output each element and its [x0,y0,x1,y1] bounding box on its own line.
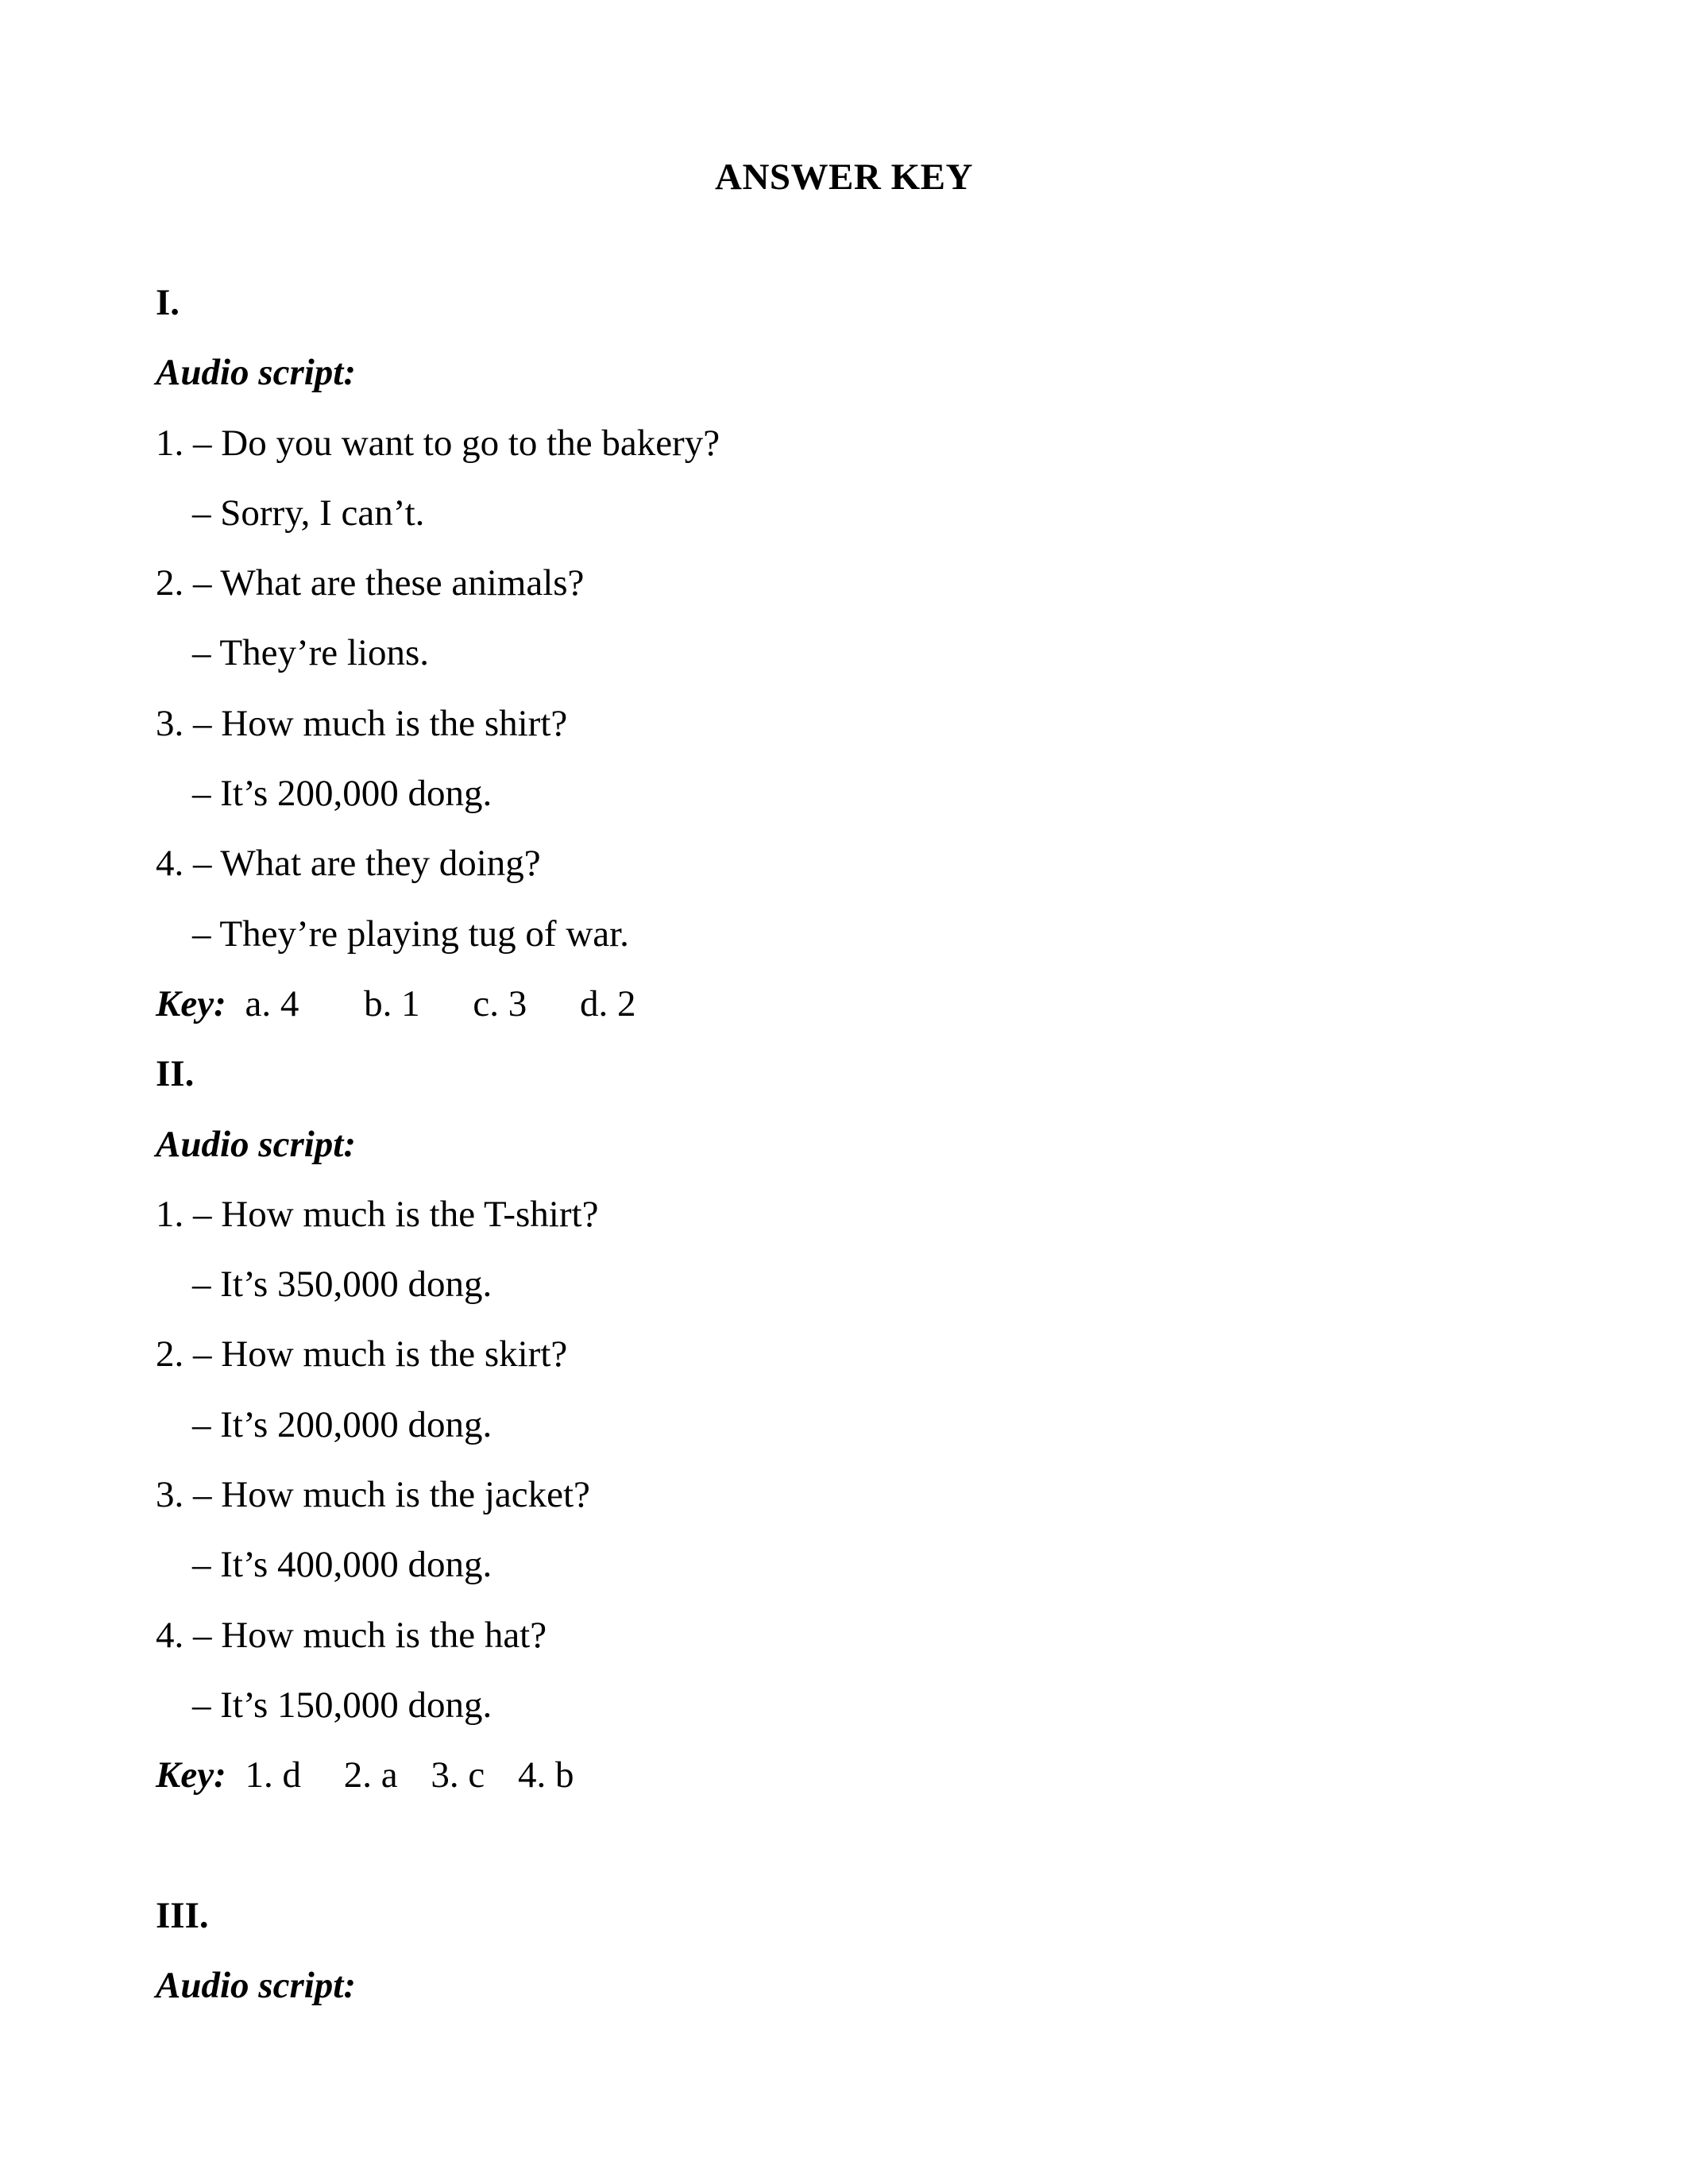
audio-script-label: Audio script: [156,1965,357,2007]
key-label: Key: [156,1754,226,1796]
section-numeral: I. [156,282,180,323]
audio-script-label: Audio script: [156,352,357,394]
script-answer: – It’s 200,000 dong. [192,1403,492,1445]
script-question: 1. – Do you want to go to the bakery? [156,422,720,464]
script-answer: – Sorry, I can’t. [192,492,425,534]
script-answer: – They’re playing tug of war. [192,913,629,955]
key-item: 2. a [343,1754,398,1796]
script-answer: – They’re lions. [192,632,430,674]
script-question: 3. – How much is the shirt? [156,702,568,744]
key-item: d. 2 [579,982,636,1024]
page-title: ANSWER KEY [715,156,973,198]
answer-key-line [156,969,1546,1039]
answer-key-content [156,268,1546,2020]
script-answer: – It’s 400,000 dong. [192,1544,492,1586]
script-question: 4. – How much is the hat? [156,1614,547,1656]
section-numeral: III. [156,1894,209,1936]
key-label: Key: [156,982,226,1024]
key-item: b. 1 [364,982,420,1024]
audio-script-label: Audio script: [156,1123,357,1165]
script-question: 4. – What are they doing? [156,843,541,885]
section-numeral: II. [156,1053,195,1095]
key-item: 1. d [245,1754,301,1796]
key-item: 3. c [431,1754,485,1796]
script-question: 2. – What are these animals? [156,562,585,604]
key-item: 4. b [517,1754,574,1796]
script-answer: – It’s 200,000 dong. [192,773,492,815]
blank-line [156,1811,1546,1881]
script-question: 3. – How much is the jacket? [156,1474,590,1516]
script-question: 2. – How much is the skirt? [156,1333,568,1376]
answer-key-line [156,1740,1546,1810]
key-item: c. 3 [473,982,527,1024]
script-question: 1. – How much is the T-shirt? [156,1193,599,1235]
script-answer: – It’s 350,000 dong. [192,1264,492,1306]
key-item: a. 4 [245,982,299,1024]
script-answer: – It’s 150,000 dong. [192,1684,492,1726]
